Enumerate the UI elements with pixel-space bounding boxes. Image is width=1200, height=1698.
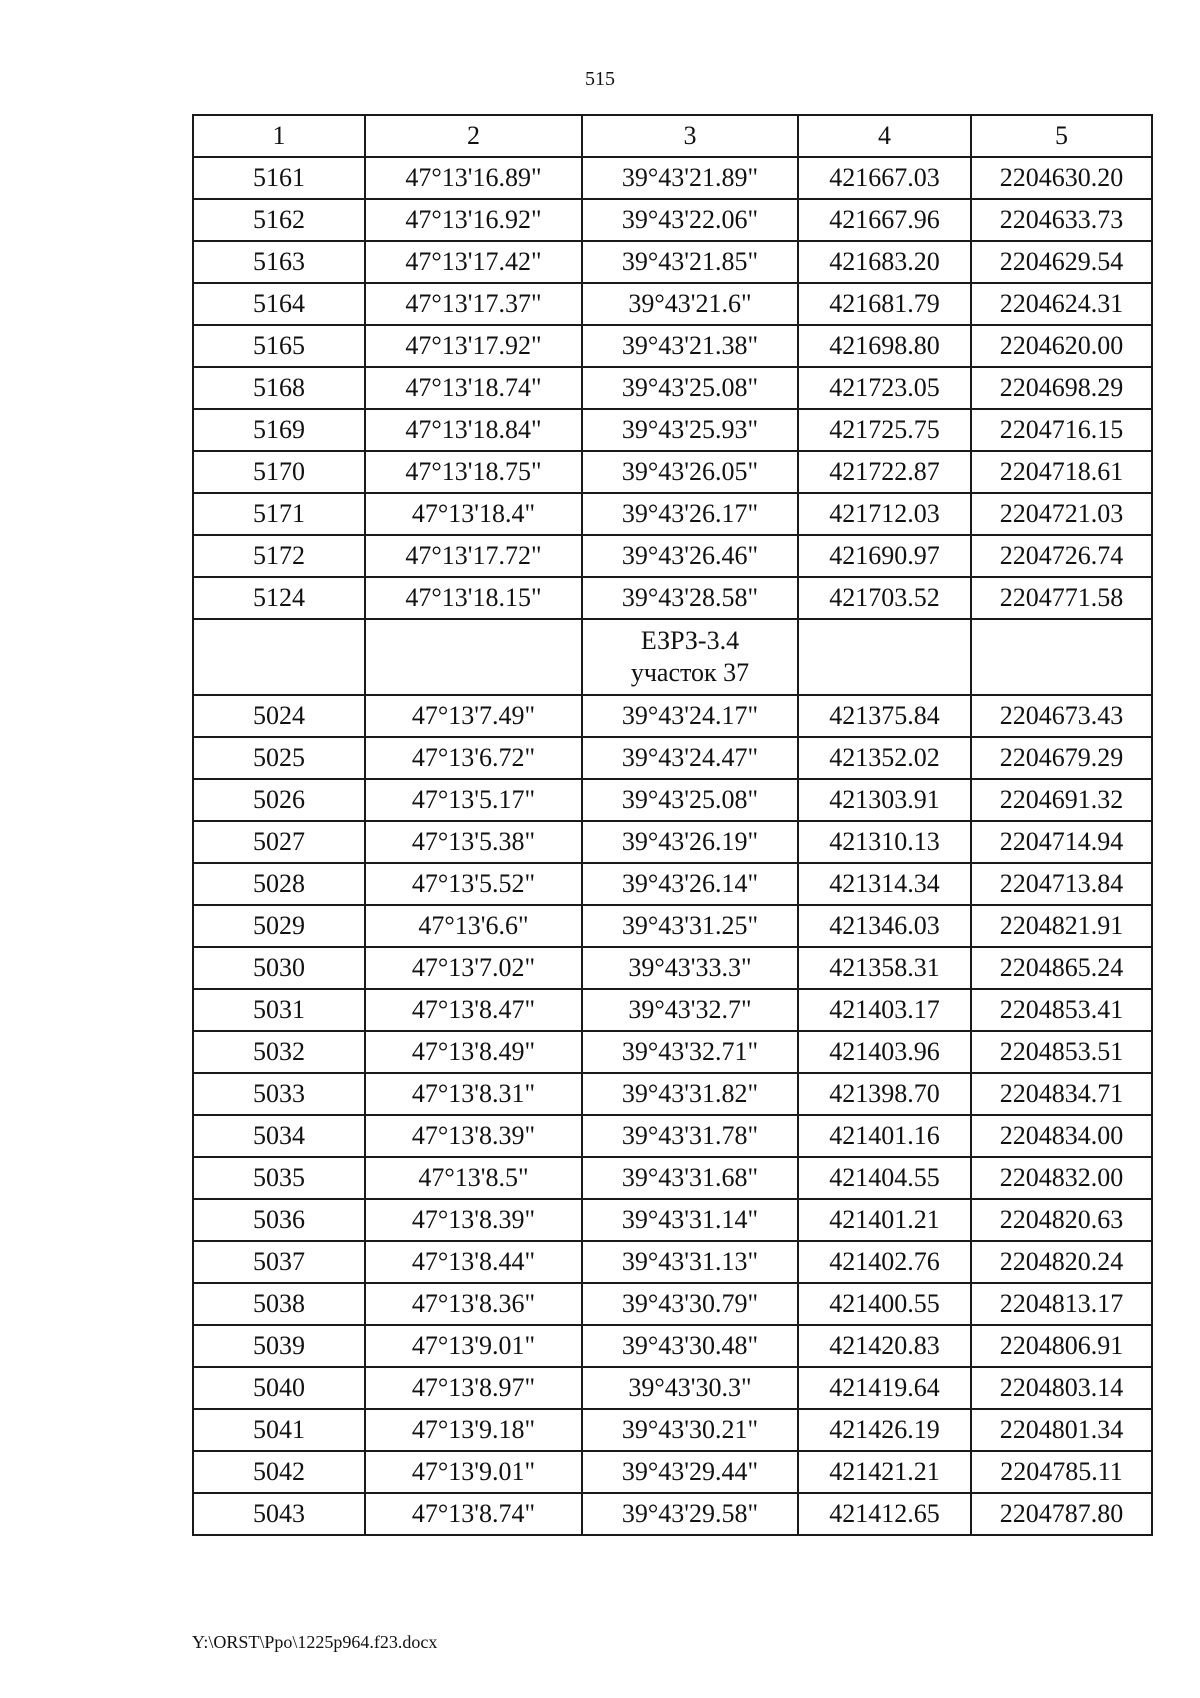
cell-y: 2204785.11	[971, 1451, 1152, 1493]
cell-x: 421403.17	[798, 989, 971, 1031]
cell-point-number: 5041	[193, 1409, 365, 1451]
cell-y: 2204726.74	[971, 535, 1152, 577]
cell-x: 421310.13	[798, 821, 971, 863]
cell-longitude: 39°43'26.14"	[582, 863, 798, 905]
cell-y: 2204713.84	[971, 863, 1152, 905]
cell-y: 2204718.61	[971, 451, 1152, 493]
cell-y: 2204821.91	[971, 905, 1152, 947]
table-row	[193, 493, 1152, 535]
cell-x: 421402.76	[798, 1241, 971, 1283]
cell-latitude: 47°13'18.84"	[365, 409, 582, 451]
table-row	[193, 157, 1152, 199]
table-row	[193, 695, 1152, 737]
column-header-x: 4	[798, 115, 971, 157]
cell-longitude: 39°43'26.05"	[582, 451, 798, 493]
cell-point-number: 5162	[193, 199, 365, 241]
table-row	[193, 821, 1152, 863]
cell-longitude: 39°43'31.13"	[582, 1241, 798, 1283]
cell-longitude: 39°43'25.08"	[582, 779, 798, 821]
cell-y: 2204633.73	[971, 199, 1152, 241]
cell-latitude: 47°13'9.01"	[365, 1451, 582, 1493]
cell-y: 2204624.31	[971, 283, 1152, 325]
section-empty-cell	[365, 619, 582, 695]
cell-longitude: 39°43'31.68"	[582, 1157, 798, 1199]
table-row	[193, 737, 1152, 779]
cell-x: 421667.03	[798, 157, 971, 199]
cell-latitude: 47°13'9.18"	[365, 1409, 582, 1451]
cell-point-number: 5168	[193, 367, 365, 409]
cell-x: 421403.96	[798, 1031, 971, 1073]
cell-point-number: 5029	[193, 905, 365, 947]
section-header-row	[193, 619, 1152, 695]
table-section-block	[193, 619, 1152, 695]
cell-longitude: 39°43'32.71"	[582, 1031, 798, 1073]
table-row	[193, 947, 1152, 989]
cell-longitude: 39°43'26.46"	[582, 535, 798, 577]
cell-x: 421421.21	[798, 1451, 971, 1493]
cell-longitude: 39°43'26.17"	[582, 493, 798, 535]
cell-point-number: 5164	[193, 283, 365, 325]
cell-latitude: 47°13'18.74"	[365, 367, 582, 409]
cell-x: 421401.21	[798, 1199, 971, 1241]
table-row	[193, 325, 1152, 367]
cell-x: 421412.65	[798, 1493, 971, 1535]
cell-latitude: 47°13'7.02"	[365, 947, 582, 989]
cell-y: 2204691.32	[971, 779, 1152, 821]
cell-latitude: 47°13'5.38"	[365, 821, 582, 863]
cell-x: 421667.96	[798, 199, 971, 241]
cell-y: 2204620.00	[971, 325, 1152, 367]
table-row	[193, 1241, 1152, 1283]
section-empty-cell	[971, 619, 1152, 695]
cell-latitude: 47°13'8.39"	[365, 1199, 582, 1241]
table-row	[193, 1451, 1152, 1493]
cell-x: 421419.64	[798, 1367, 971, 1409]
cell-x: 421401.16	[798, 1115, 971, 1157]
table-row	[193, 367, 1152, 409]
cell-x: 421723.05	[798, 367, 971, 409]
cell-latitude: 47°13'16.92"	[365, 199, 582, 241]
cell-longitude: 39°43'26.19"	[582, 821, 798, 863]
cell-point-number: 5030	[193, 947, 365, 989]
cell-y: 2204673.43	[971, 695, 1152, 737]
cell-x: 421725.75	[798, 409, 971, 451]
cell-y: 2204629.54	[971, 241, 1152, 283]
cell-latitude: 47°13'17.92"	[365, 325, 582, 367]
cell-longitude: 39°43'30.21"	[582, 1409, 798, 1451]
table-row	[193, 1199, 1152, 1241]
table-row	[193, 1157, 1152, 1199]
cell-latitude: 47°13'5.52"	[365, 863, 582, 905]
cell-longitude: 39°43'24.17"	[582, 695, 798, 737]
cell-y: 2204834.71	[971, 1073, 1152, 1115]
cell-point-number: 5025	[193, 737, 365, 779]
cell-latitude: 47°13'8.74"	[365, 1493, 582, 1535]
cell-y: 2204820.63	[971, 1199, 1152, 1241]
cell-x: 421690.97	[798, 535, 971, 577]
cell-point-number: 5040	[193, 1367, 365, 1409]
cell-point-number: 5169	[193, 409, 365, 451]
cell-latitude: 47°13'5.17"	[365, 779, 582, 821]
table-row	[193, 1409, 1152, 1451]
cell-y: 2204787.80	[971, 1493, 1152, 1535]
cell-latitude: 47°13'18.75"	[365, 451, 582, 493]
section-empty-cell	[193, 619, 365, 695]
cell-longitude: 39°43'31.78"	[582, 1115, 798, 1157]
table-row	[193, 535, 1152, 577]
cell-point-number: 5038	[193, 1283, 365, 1325]
cell-longitude: 39°43'30.79"	[582, 1283, 798, 1325]
footer-file-path: Y:\ORST\Ppo\1225p964.f23.docx	[192, 1632, 438, 1652]
table-row	[193, 1283, 1152, 1325]
cell-latitude: 47°13'8.31"	[365, 1073, 582, 1115]
cell-longitude: 39°43'31.25"	[582, 905, 798, 947]
cell-point-number: 5024	[193, 695, 365, 737]
table-row	[193, 577, 1152, 619]
table-body-after-section	[193, 695, 1152, 1535]
cell-longitude: 39°43'32.7"	[582, 989, 798, 1031]
cell-x: 421712.03	[798, 493, 971, 535]
cell-longitude: 39°43'33.3"	[582, 947, 798, 989]
cell-point-number: 5037	[193, 1241, 365, 1283]
cell-latitude: 47°13'8.5"	[365, 1157, 582, 1199]
cell-x: 421681.79	[798, 283, 971, 325]
cell-latitude: 47°13'8.97"	[365, 1367, 582, 1409]
cell-latitude: 47°13'18.4"	[365, 493, 582, 535]
cell-longitude: 39°43'29.44"	[582, 1451, 798, 1493]
table-header-row	[193, 115, 1152, 157]
cell-longitude: 39°43'31.82"	[582, 1073, 798, 1115]
cell-point-number: 5165	[193, 325, 365, 367]
cell-point-number: 5163	[193, 241, 365, 283]
table-row	[193, 199, 1152, 241]
table-row	[193, 989, 1152, 1031]
cell-latitude: 47°13'8.49"	[365, 1031, 582, 1073]
cell-point-number: 5170	[193, 451, 365, 493]
cell-x: 421703.52	[798, 577, 971, 619]
cell-x: 421698.80	[798, 325, 971, 367]
cell-x: 421398.70	[798, 1073, 971, 1115]
cell-longitude: 39°43'28.58"	[582, 577, 798, 619]
table-row	[193, 1073, 1152, 1115]
cell-point-number: 5026	[193, 779, 365, 821]
cell-latitude: 47°13'17.72"	[365, 535, 582, 577]
cell-point-number: 5034	[193, 1115, 365, 1157]
cell-point-number: 5035	[193, 1157, 365, 1199]
table-row	[193, 863, 1152, 905]
column-header-latitude: 2	[365, 115, 582, 157]
cell-point-number: 5027	[193, 821, 365, 863]
cell-longitude: 39°43'21.85"	[582, 241, 798, 283]
cell-y: 2204806.91	[971, 1325, 1152, 1367]
cell-latitude: 47°13'8.39"	[365, 1115, 582, 1157]
cell-latitude: 47°13'9.01"	[365, 1325, 582, 1367]
cell-point-number: 5172	[193, 535, 365, 577]
cell-longitude: 39°43'21.38"	[582, 325, 798, 367]
cell-point-number: 5032	[193, 1031, 365, 1073]
cell-point-number: 5033	[193, 1073, 365, 1115]
table-row	[193, 1031, 1152, 1073]
cell-point-number: 5161	[193, 157, 365, 199]
cell-x: 421375.84	[798, 695, 971, 737]
cell-point-number: 5039	[193, 1325, 365, 1367]
cell-x: 421404.55	[798, 1157, 971, 1199]
table-row	[193, 241, 1152, 283]
cell-longitude: 39°43'25.93"	[582, 409, 798, 451]
cell-point-number: 5124	[193, 577, 365, 619]
cell-y: 2204803.14	[971, 1367, 1152, 1409]
cell-latitude: 47°13'17.37"	[365, 283, 582, 325]
cell-y: 2204630.20	[971, 157, 1152, 199]
section-empty-cell	[798, 619, 971, 695]
cell-latitude: 47°13'6.72"	[365, 737, 582, 779]
table-row	[193, 1325, 1152, 1367]
cell-x: 421683.20	[798, 241, 971, 283]
table-row	[193, 1493, 1152, 1535]
cell-y: 2204865.24	[971, 947, 1152, 989]
table-row	[193, 1115, 1152, 1157]
table-row	[193, 451, 1152, 493]
cell-longitude: 39°43'22.06"	[582, 199, 798, 241]
cell-point-number: 5042	[193, 1451, 365, 1493]
cell-longitude: 39°43'24.47"	[582, 737, 798, 779]
cell-longitude: 39°43'30.3"	[582, 1367, 798, 1409]
cell-y: 2204716.15	[971, 409, 1152, 451]
table-body-before-section	[193, 157, 1152, 619]
cell-x: 421314.34	[798, 863, 971, 905]
cell-y: 2204853.41	[971, 989, 1152, 1031]
cell-y: 2204820.24	[971, 1241, 1152, 1283]
cell-y: 2204698.29	[971, 367, 1152, 409]
cell-x: 421303.91	[798, 779, 971, 821]
cell-latitude: 47°13'16.89"	[365, 157, 582, 199]
cell-latitude: 47°13'8.47"	[365, 989, 582, 1031]
section-parcel-label: участок 37	[630, 658, 750, 687]
cell-longitude: 39°43'30.48"	[582, 1325, 798, 1367]
column-header-y: 5	[971, 115, 1152, 157]
cell-longitude: 39°43'31.14"	[582, 1199, 798, 1241]
column-header-point-number: 1	[193, 115, 365, 157]
cell-latitude: 47°13'17.42"	[365, 241, 582, 283]
cell-x: 421420.83	[798, 1325, 971, 1367]
cell-y: 2204801.34	[971, 1409, 1152, 1451]
page-number: 515	[585, 68, 615, 90]
cell-y: 2204714.94	[971, 821, 1152, 863]
cell-y: 2204679.29	[971, 737, 1152, 779]
cell-longitude: 39°43'29.58"	[582, 1493, 798, 1535]
cell-y: 2204853.51	[971, 1031, 1152, 1073]
cell-x: 421426.19	[798, 1409, 971, 1451]
cell-y: 2204834.00	[971, 1115, 1152, 1157]
cell-x: 421358.31	[798, 947, 971, 989]
cell-point-number: 5028	[193, 863, 365, 905]
cell-y: 2204721.03	[971, 493, 1152, 535]
cell-point-number: 5171	[193, 493, 365, 535]
cell-point-number: 5043	[193, 1493, 365, 1535]
section-title-cell	[582, 619, 798, 695]
coordinates-table	[192, 114, 1153, 1536]
table-row	[193, 409, 1152, 451]
cell-x: 421346.03	[798, 905, 971, 947]
table-row	[193, 1367, 1152, 1409]
cell-latitude: 47°13'8.44"	[365, 1241, 582, 1283]
cell-longitude: 39°43'25.08"	[582, 367, 798, 409]
cell-x: 421352.02	[798, 737, 971, 779]
cell-x: 421722.87	[798, 451, 971, 493]
column-header-longitude: 3	[582, 115, 798, 157]
cell-x: 421400.55	[798, 1283, 971, 1325]
table-row	[193, 779, 1152, 821]
table-row	[193, 283, 1152, 325]
section-zone-label: ЕЗРЗ-3.4	[640, 626, 740, 655]
cell-longitude: 39°43'21.6"	[582, 283, 798, 325]
cell-latitude: 47°13'8.36"	[365, 1283, 582, 1325]
cell-y: 2204771.58	[971, 577, 1152, 619]
cell-point-number: 5036	[193, 1199, 365, 1241]
cell-latitude: 47°13'7.49"	[365, 695, 582, 737]
cell-longitude: 39°43'21.89"	[582, 157, 798, 199]
cell-y: 2204813.17	[971, 1283, 1152, 1325]
cell-y: 2204832.00	[971, 1157, 1152, 1199]
cell-latitude: 47°13'18.15"	[365, 577, 582, 619]
table-row	[193, 905, 1152, 947]
cell-latitude: 47°13'6.6"	[365, 905, 582, 947]
cell-point-number: 5031	[193, 989, 365, 1031]
